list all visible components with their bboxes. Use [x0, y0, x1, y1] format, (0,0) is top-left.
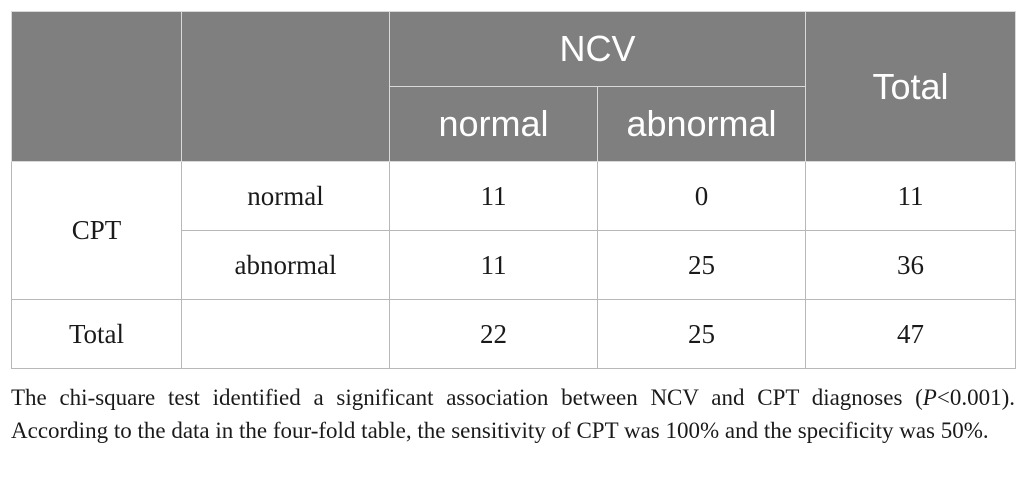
- cell-total: 11: [806, 162, 1016, 231]
- caption-p-symbol: P: [922, 385, 937, 410]
- cell-value: 0: [598, 162, 806, 231]
- header-total: Total: [806, 12, 1016, 162]
- total-row-label: Total: [12, 300, 182, 369]
- cell-total-ncv-normal: 22: [390, 300, 598, 369]
- total-row-sub-label: [182, 300, 390, 369]
- header-empty-cell-1: [12, 12, 182, 162]
- total-row: [12, 300, 1016, 369]
- four-fold-table-container: [11, 11, 1015, 369]
- cell-grand-total: 47: [806, 300, 1016, 369]
- header-row-1: [12, 12, 1016, 87]
- row-group-cpt: CPT: [12, 162, 182, 300]
- table-footnote: [11, 381, 1015, 447]
- cell-value: 11: [390, 162, 598, 231]
- four-fold-table: [11, 11, 1016, 369]
- cell-value: 11: [390, 231, 598, 300]
- caption-text-part1: The chi-square test identified a significant association between NCV and CPT diagnoses (: [11, 385, 923, 410]
- header-empty-cell-2: [182, 12, 390, 162]
- header-ncv-abnormal: abnormal: [598, 87, 806, 162]
- header-ncv-normal: normal: [390, 87, 598, 162]
- header-ncv: NCV: [390, 12, 806, 87]
- row-label: abnormal: [182, 231, 390, 300]
- caption-text-part2: <0.001). According to the data in the four-fold table, the sensitivity of CPT was 100% and the specificity was 50%.: [11, 385, 1015, 443]
- cell-value: 25: [598, 231, 806, 300]
- table-row: [12, 162, 1016, 231]
- row-label: normal: [182, 162, 390, 231]
- cell-total-ncv-abnormal: 25: [598, 300, 806, 369]
- cell-total: 36: [806, 231, 1016, 300]
